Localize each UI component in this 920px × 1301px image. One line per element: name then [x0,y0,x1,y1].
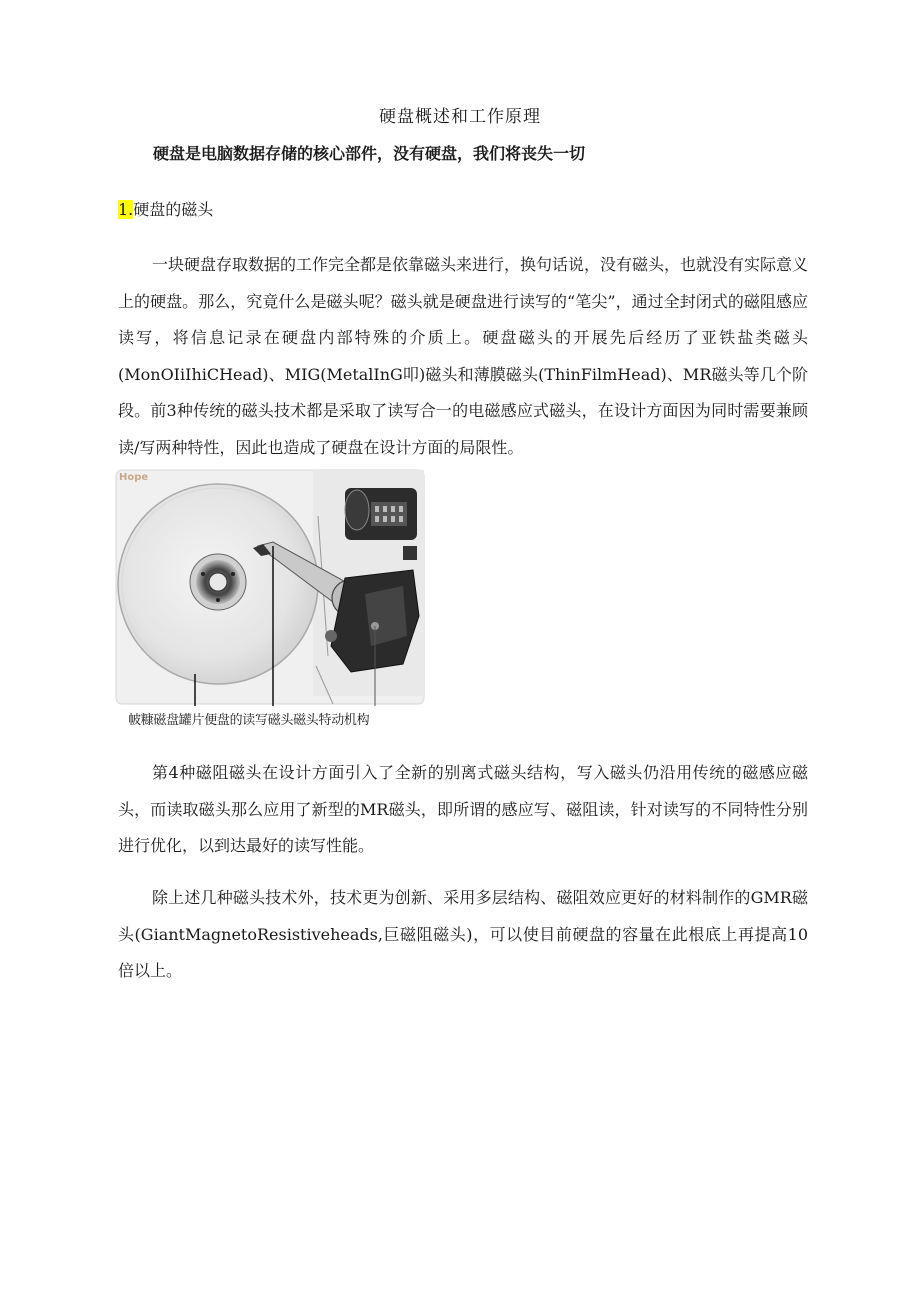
document-title: 硬盘概述和工作原理 [379,107,541,127]
hard-disk-illustration [113,466,425,706]
document-subtitle: 硬盘是电脑数据存储的核心部件，没有硬盘，我们将丧失一切 [153,144,586,163]
paragraph-2: 第4种磁阻磁头在设计方面引入了全新的别离式磁头结构，写入磁头仍沿用传统的磁感应磁头，而读取磁头那么应用了新型的MR磁头，即所谓的感应写、磁阻读，针对读写的不同特性分别进行优化，以到达最好的读写性能。 [118,763,808,855]
section-heading [118,197,213,220]
figure-caption: 帔糠磁盘罐片便盘的读写磁头磁头特动机构 [128,713,370,728]
section-number-highlight: 1. [118,200,134,219]
paragraph-3: 除上述几种磁头技术外，技术更为创新、采用多层结构、磁阻效应更好的材料制作的GMR磁头(GiantMagnetoResistiveheads,巨磁阻磁头)，可以使目前硬盘的容量在此根底上再提高10倍以上。 [118,888,808,980]
section-heading-text: 硬盘的磁头 [133,200,214,219]
hard-disk-figure [113,466,425,706]
paragraph-1: 一块硬盘存取数据的工作完全都是依靠磁头来进行，换句话说，没有磁头，也就没有实际意义上的硬盘。那么，究竟什么是磁头呢？磁头就是硬盘进行读写的“笔尖”，通过全封闭式的磁阻感应读写，将信息记录在硬盘内部特殊的介质上。硬盘磁头的开展先后经历了亚铁盐类磁头(MonOIiIhiCHead)、MIG(MetalInG叩)磁头和薄膜磁头(ThinFilmHead)、MR磁头等几个阶段。前3种传统的磁头技术都是采取了读写合一的电磁感应式磁头，在设计方面因为同时需要兼顾读/写两种特性，因此也造成了硬盘在设计方面的局限性。 [118,255,809,457]
watermark-text: Hope [119,472,149,483]
